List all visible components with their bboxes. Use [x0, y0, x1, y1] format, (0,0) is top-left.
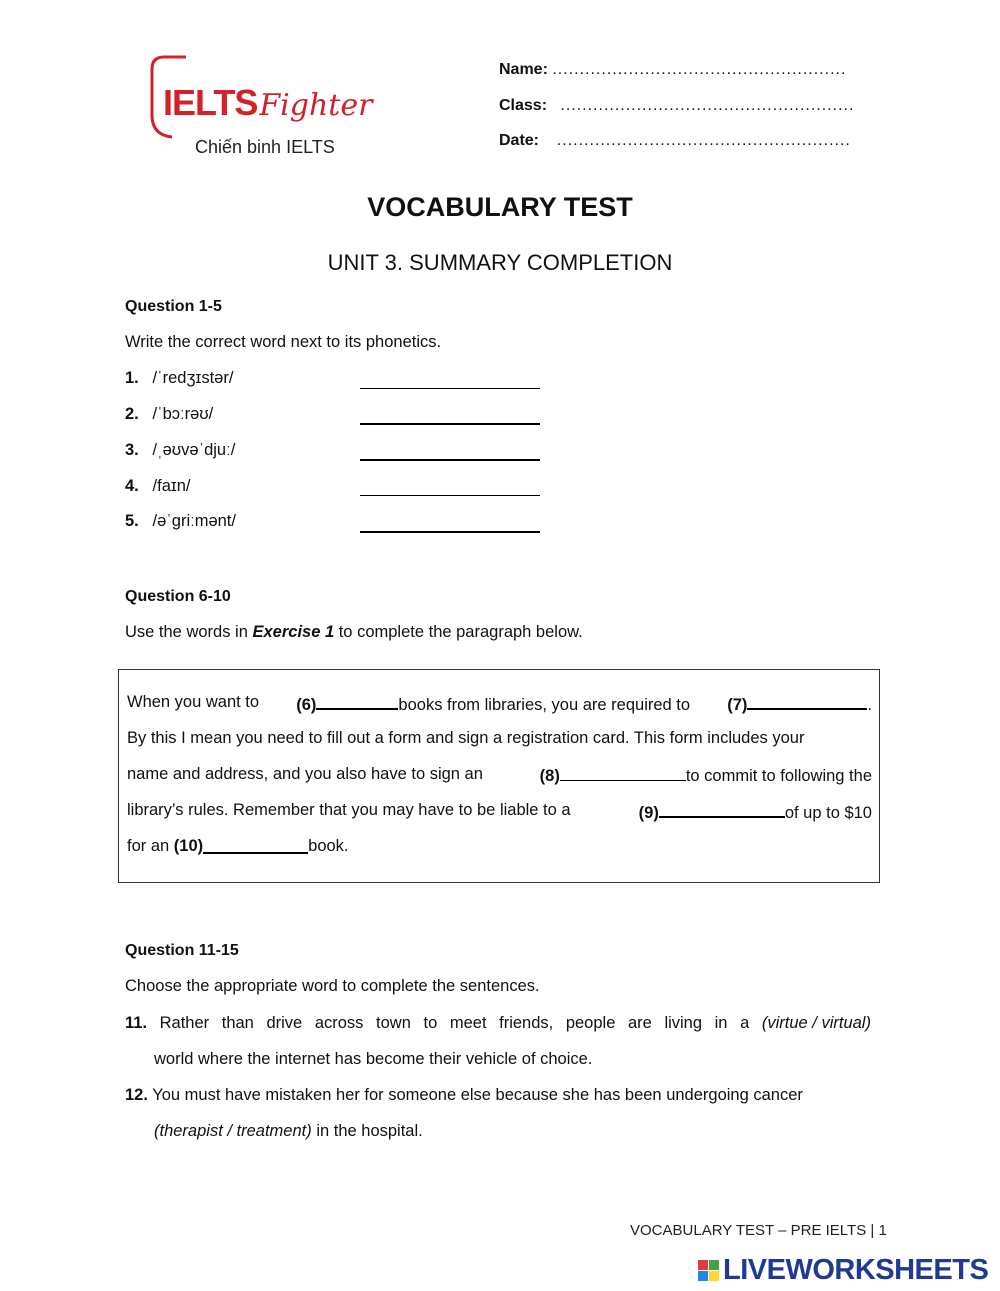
- section1-heading: Question 1-5: [125, 298, 222, 315]
- word: a: [740, 1014, 750, 1032]
- answer-blank-1[interactable]: [360, 388, 540, 389]
- name-dots: ......................................................: [552, 61, 847, 78]
- name-field[interactable]: [499, 61, 846, 79]
- instruction-emphasis: Exercise 1: [252, 623, 335, 641]
- q12-line-1: [125, 1077, 871, 1113]
- paragraph-text: books from libraries, you are required to: [398, 696, 691, 714]
- phonetic-text: /əˈɡriːmənt/: [152, 512, 236, 530]
- answer-blank-3[interactable]: [360, 459, 540, 461]
- phonetic-text: /faɪn/: [152, 477, 191, 495]
- answer-blank-10[interactable]: [203, 828, 308, 854]
- paragraph-line: [127, 828, 872, 864]
- blank-number-8: (8): [539, 767, 560, 785]
- section1-instruction: Write the correct word next to its phonetics.: [125, 333, 442, 351]
- logo-brand-script: Fighter: [259, 88, 373, 123]
- phonetic-item-1: [125, 369, 233, 388]
- word: town: [376, 1014, 411, 1032]
- q11-line-1: [125, 1005, 871, 1041]
- answer-blank-2[interactable]: [360, 423, 540, 425]
- paragraph-text: library’s rules. Remember that you may have to be liable to a: [127, 801, 571, 819]
- paragraph-text: book.: [308, 837, 349, 855]
- blank-number-9: (9): [638, 804, 659, 822]
- item-number: 1.: [125, 369, 139, 387]
- instruction-text: to complete the paragraph below.: [334, 623, 583, 641]
- paragraph-line: [127, 720, 872, 756]
- paragraph-text: By this I mean you need to fill out a form and sign a registration card. This form includes your: [127, 729, 805, 747]
- word: are: [627, 1014, 652, 1032]
- answer-blank-9[interactable]: [659, 792, 785, 818]
- paragraph: [127, 684, 872, 864]
- item-number: 4.: [125, 477, 139, 495]
- answer-blank-4[interactable]: [360, 495, 540, 496]
- answer-blank-5[interactable]: [360, 531, 540, 533]
- class-field[interactable]: [499, 97, 854, 115]
- question-number: 11.: [125, 1014, 148, 1032]
- phonetic-text: /ˈredʒɪstər/: [152, 369, 234, 387]
- paragraph-text: for an: [127, 837, 170, 855]
- answer-blank-6[interactable]: [316, 684, 398, 710]
- paragraph-line: [127, 756, 872, 792]
- word: living: [664, 1014, 703, 1032]
- word: in: [714, 1014, 728, 1032]
- word: drive: [266, 1014, 303, 1032]
- date-label: Date:: [499, 132, 540, 149]
- class-label: Class:: [499, 97, 548, 114]
- blank-number-7: (7): [727, 696, 748, 714]
- word: Rather: [159, 1014, 210, 1032]
- page-footer: VOCABULARY TEST – PRE IELTS | 1: [630, 1222, 887, 1239]
- word: to: [423, 1014, 438, 1032]
- phonetic-item-4: [125, 477, 191, 496]
- word: across: [314, 1014, 364, 1032]
- blank-number-10: (10): [173, 837, 204, 855]
- paragraph-text: to commit to following the: [685, 767, 872, 785]
- q12-line-2: [125, 1113, 871, 1149]
- question-number: 12.: [125, 1086, 148, 1104]
- page-subtitle: UNIT 3. SUMMARY COMPLETION: [327, 250, 673, 275]
- phonetic-item-3: [125, 441, 235, 460]
- page-title: VOCABULARY TEST: [367, 192, 633, 222]
- logo-brand-main: IELTS: [163, 82, 258, 123]
- question-text: You must have mistaken her for someone else because she has been undergoing cancer: [152, 1086, 803, 1104]
- phonetic-text: /ˈbɔːrəʊ/: [152, 405, 214, 423]
- name-label: Name:: [499, 61, 548, 78]
- word: meet: [449, 1014, 487, 1032]
- date-dots: ......................................................: [556, 132, 851, 149]
- word: than: [221, 1014, 254, 1032]
- paragraph-line: [127, 792, 872, 828]
- blank-number-6: (6): [296, 696, 317, 714]
- date-field[interactable]: [499, 132, 851, 150]
- word: people: [565, 1014, 616, 1032]
- section3-heading: Question 11-15: [125, 942, 239, 959]
- item-number: 5.: [125, 512, 139, 530]
- question-text: in the hospital.: [311, 1122, 423, 1140]
- question-11: [125, 1005, 871, 1077]
- section2-heading: Question 6-10: [125, 588, 231, 605]
- instruction-text: Use the words in: [125, 623, 253, 641]
- watermark-text: LIVEWORKSHEETS: [723, 1254, 989, 1286]
- paragraph-text: of up to $10: [784, 804, 872, 822]
- word: friends,: [499, 1014, 554, 1032]
- phonetic-item-2: [125, 405, 213, 424]
- paragraph-text: .: [867, 696, 872, 714]
- paragraph-text: When you want to: [127, 693, 260, 711]
- liveworksheets-watermark: [698, 1254, 988, 1287]
- item-number: 3.: [125, 441, 139, 459]
- paragraph-text: name and address, and you also have to sign an: [127, 765, 483, 783]
- item-number: 2.: [125, 405, 139, 423]
- phonetic-text: /ˌəʊvəˈdjuː/: [152, 441, 236, 459]
- answer-blank-7[interactable]: [747, 684, 867, 710]
- logo-tagline: Chiến binh IELTS: [195, 137, 335, 157]
- answer-choice[interactable]: (therapist / treatment): [154, 1122, 312, 1140]
- answer-choice[interactable]: (virtue / virtual): [761, 1014, 871, 1032]
- paragraph-line: [127, 684, 872, 720]
- class-dots: ......................................................: [560, 97, 855, 114]
- liveworksheets-logo-icon: [698, 1260, 719, 1281]
- logo: [163, 82, 372, 124]
- section3-instruction: Choose the appropriate word to complete the sentences.: [125, 977, 540, 995]
- answer-blank-8[interactable]: [560, 756, 686, 781]
- q11-line-2: world where the internet has become their vehicle of choice.: [154, 1050, 593, 1068]
- phonetic-item-5: [125, 512, 236, 531]
- section2-instruction: [125, 623, 583, 642]
- question-12: [125, 1077, 871, 1149]
